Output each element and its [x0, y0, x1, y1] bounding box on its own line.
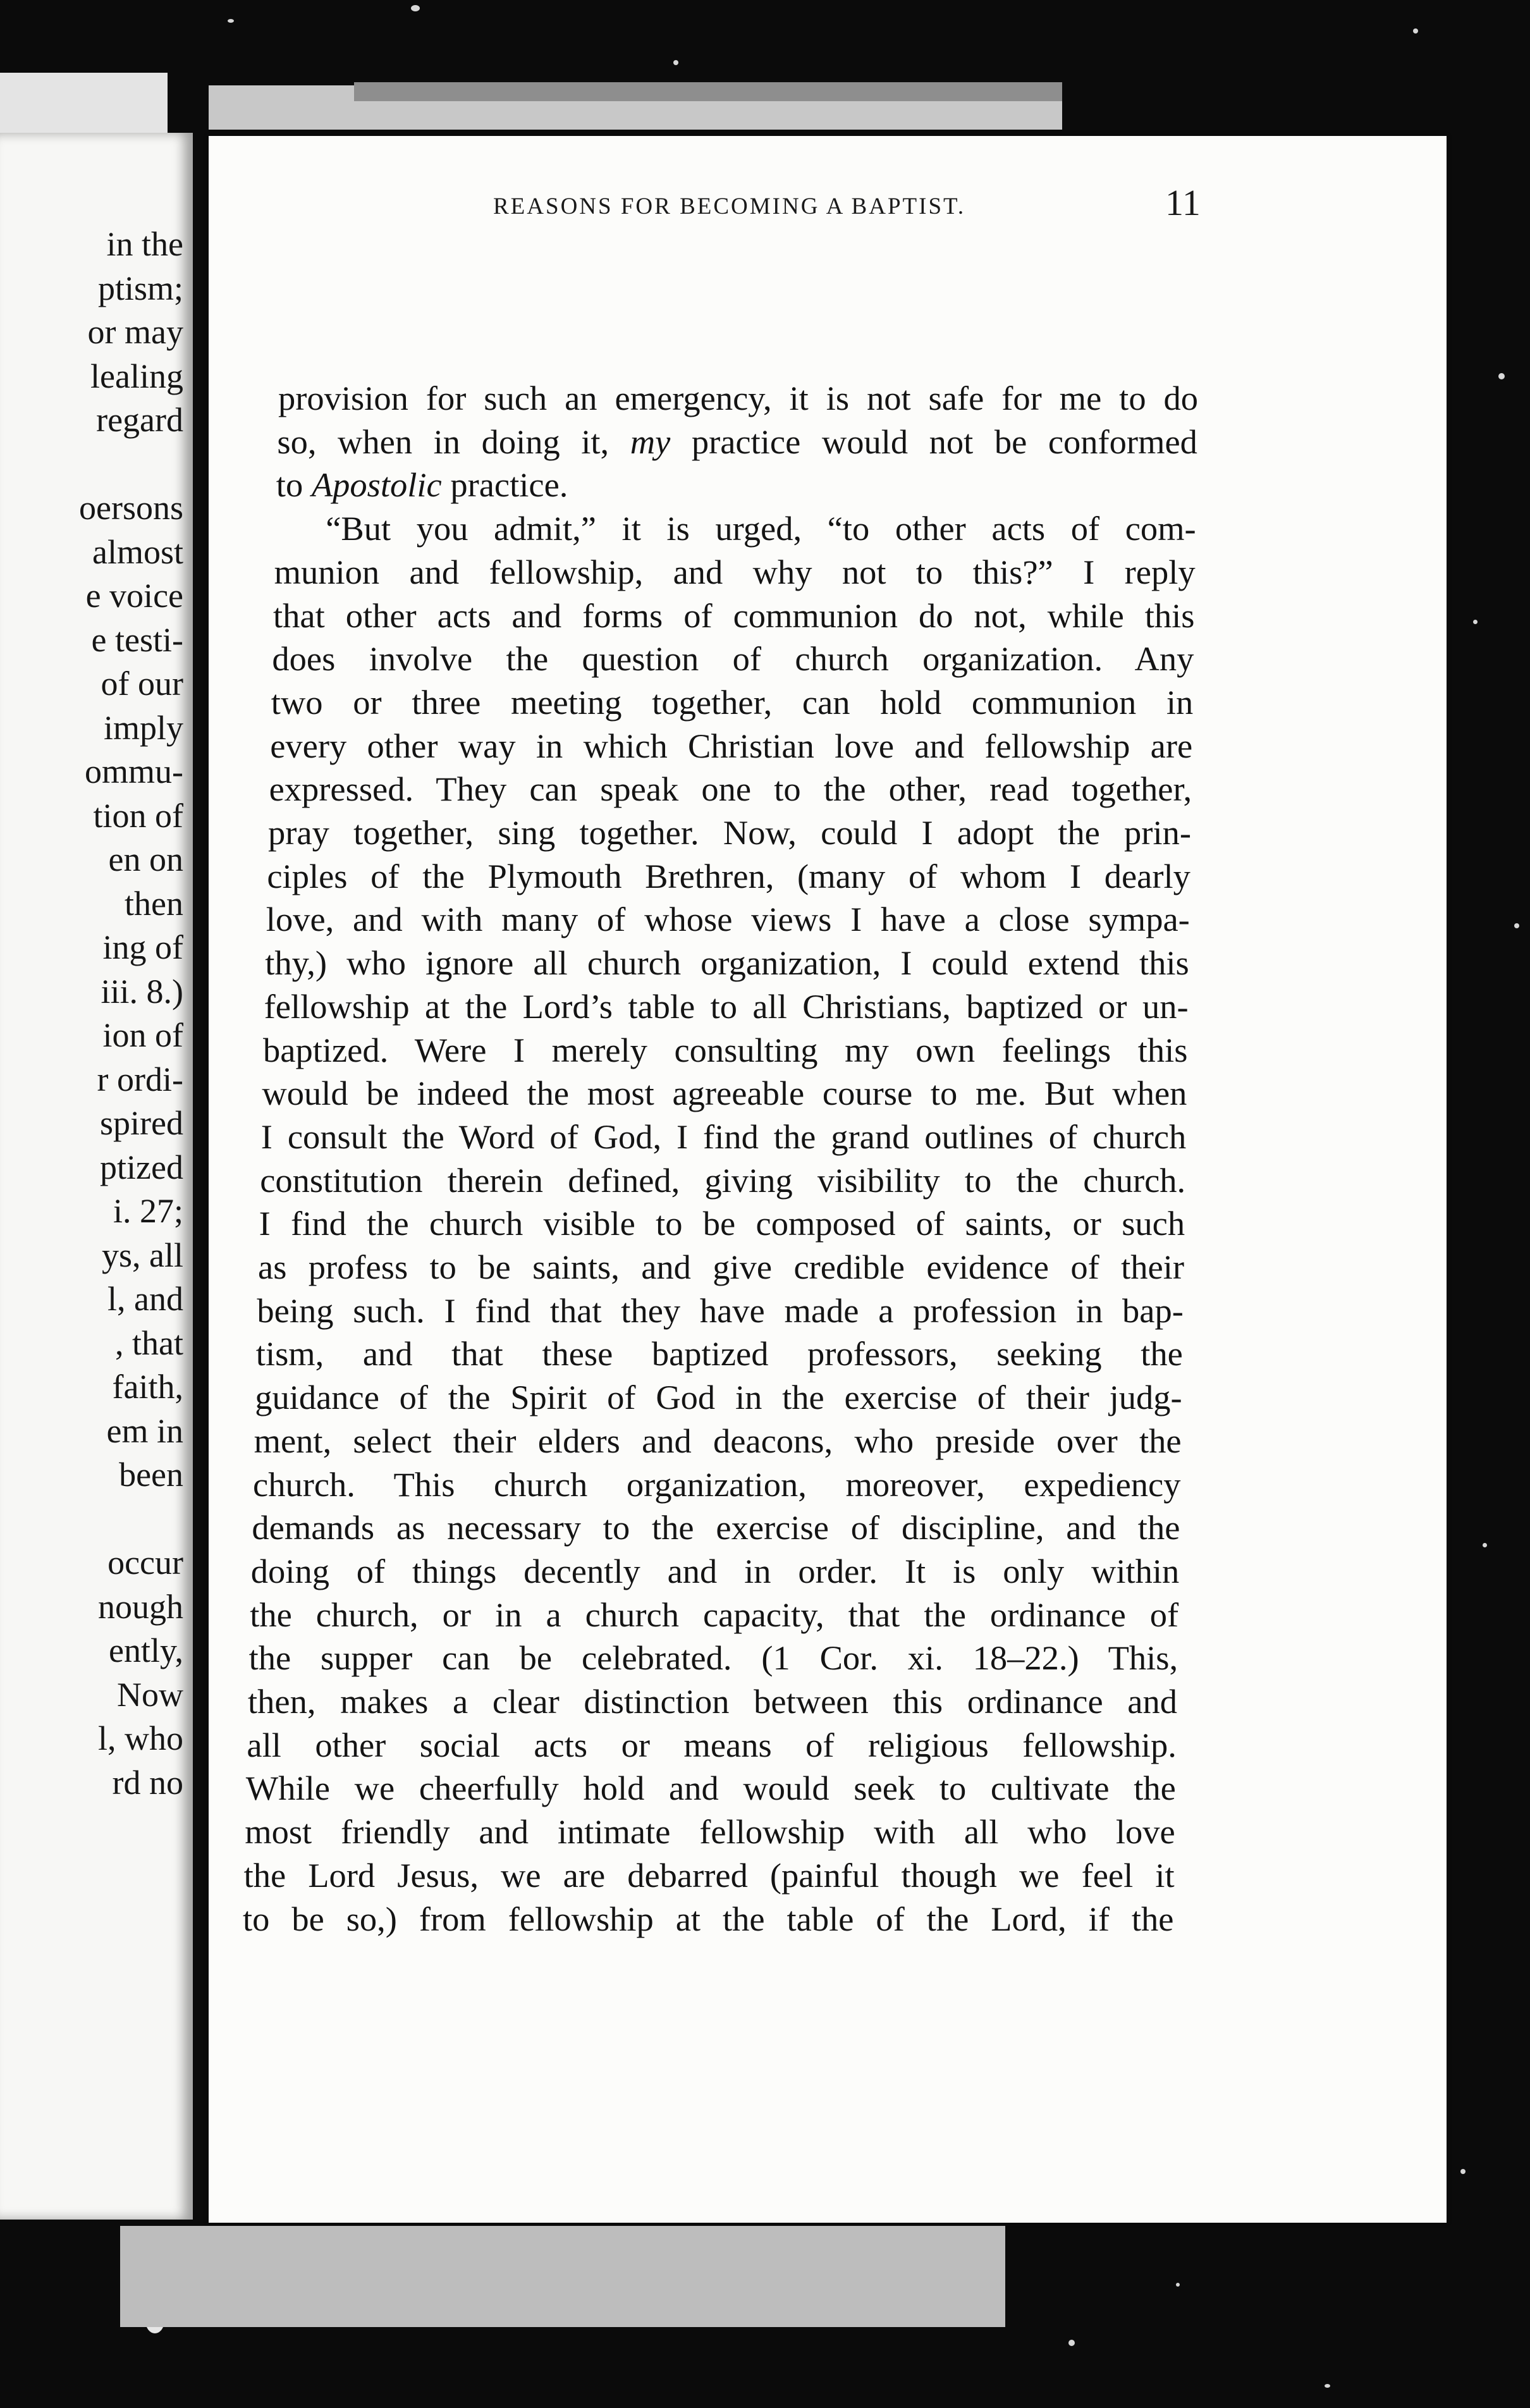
top-binding-strip: [354, 82, 1062, 101]
left-page-fragment: then: [125, 884, 183, 923]
text-line: [262, 1074, 1187, 1112]
left-page-fragment: occur: [107, 1544, 183, 1582]
text-line: [248, 1683, 1177, 1721]
text-line: [249, 1639, 1178, 1677]
text-run: pray together, sing together. Now, could I adopt the prin-: [268, 813, 1191, 852]
text-run: love, and with many of whose views I have a close sympa-: [266, 900, 1190, 939]
text-run: two or three meeting together, can hold communion in: [271, 682, 1194, 722]
left-page-fragment: iii. 8.): [101, 972, 183, 1010]
text-line: [253, 1466, 1181, 1504]
text-run: munion and fellowship, and why not to this?” I reply: [274, 552, 1196, 591]
left-page-fragment: , that: [115, 1324, 183, 1362]
left-page-fragment: ptism;: [97, 269, 183, 307]
text-run: ment, select their elders and deacons, who preside over the: [254, 1421, 1182, 1460]
left-page-fragment: e testi-: [91, 620, 183, 659]
left-page-fragment: oersons: [79, 489, 183, 527]
italic-word: my: [630, 422, 671, 461]
text-line: [243, 1900, 1174, 1938]
text-line: [252, 1509, 1180, 1547]
left-page-fragment: faith,: [112, 1368, 183, 1406]
text-line: [259, 1205, 1185, 1243]
text-run: While we cheerfully hold and would seek to cultivate the: [245, 1769, 1176, 1808]
text-line: [261, 1118, 1187, 1156]
text-line: [265, 944, 1189, 982]
top-binding-strip: [0, 73, 168, 136]
text-run: then, makes a clear distinction between this ordinance and: [248, 1682, 1177, 1721]
left-page-fragment: ommu-: [85, 752, 183, 790]
left-page-fragment: Now: [117, 1675, 183, 1714]
text-run: demands as necessary to the exercise of discipline, and the: [252, 1508, 1180, 1547]
text-line: [264, 988, 1189, 1026]
text-run: does involve the question of church organization. Any: [272, 639, 1194, 679]
left-page-fragment: imply: [103, 708, 183, 747]
text-run: the supper can be celebrated. (1 Cor. xi. 18–22.) This,: [248, 1638, 1178, 1678]
text-line: [256, 1335, 1183, 1373]
left-facing-page: [0, 133, 193, 2220]
left-page-fragment: of our: [101, 665, 183, 703]
text-line: [255, 1379, 1182, 1416]
text-line: [268, 814, 1191, 852]
text-line: [278, 379, 1198, 417]
left-page-fragment: lealing: [90, 357, 183, 395]
left-page-fragment: l, who: [98, 1719, 183, 1757]
left-page-fragment: tion of: [93, 796, 183, 835]
text-line: [274, 553, 1196, 591]
text-line: [245, 1813, 1175, 1851]
text-line: [270, 727, 1192, 765]
text-run: doing of things decently and in order. It is only within: [250, 1551, 1180, 1590]
text-run: baptized. Were I merely consulting my own feelings this: [263, 1030, 1188, 1069]
text-run: “But you admit,” it is urged, “to other acts of com-: [326, 509, 1196, 548]
text-line: [244, 1857, 1175, 1895]
text-line: [273, 597, 1195, 635]
text-line: [277, 423, 1197, 461]
text-line: [266, 900, 1190, 938]
text-line: [269, 770, 1192, 808]
left-page-fragment: regard: [96, 401, 183, 439]
text-run: would be indeed the most agreeable course to me. But when: [262, 1074, 1187, 1113]
text-run: so, when in doing it,: [277, 422, 630, 461]
text-run: as profess to be saints, and give credible evidence of their: [258, 1248, 1184, 1286]
left-page-fragment: em in: [106, 1411, 183, 1450]
left-page-fragment: ptized: [100, 1148, 183, 1186]
text-line: [272, 640, 1194, 678]
text-run: the Lord Jesus, we are debarred (painful though we feel it: [243, 1855, 1175, 1895]
left-page-fragment: spired: [100, 1104, 183, 1142]
text-run: expressed. They can speak one to the other, read together,: [269, 770, 1192, 809]
left-page-fragment: almost: [92, 532, 183, 571]
page-number: 11: [1165, 182, 1201, 223]
running-head: REASONS FOR BECOMING A BAPTIST.: [493, 194, 966, 219]
left-page-fragment: ently,: [109, 1631, 183, 1669]
text-run: to: [276, 465, 312, 505]
text-line: [276, 466, 568, 504]
text-line: [260, 1162, 1185, 1200]
text-run: that other acts and forms of communion do not, while this: [273, 596, 1195, 635]
bottom-binding-strip: [120, 2226, 1005, 2327]
text-run: practice would not be conformed: [670, 422, 1197, 461]
text-run: the church, or in a church capacity, that the ordinance of: [250, 1595, 1179, 1634]
left-page-fragment: ys, all: [102, 1236, 183, 1274]
left-page-fragment: r ordi-: [97, 1060, 183, 1098]
text-run: thy,) who ignore all church organization, I could extend this: [265, 943, 1189, 983]
text-run: to be so,) from fellowship at the table of the Lord, if the: [243, 1899, 1174, 1938]
left-page-fragment: i. 27;: [113, 1192, 183, 1230]
text-run: all other social acts or means of religious fellowship.: [247, 1725, 1177, 1764]
text-run: tism, and that these baptized professors, seeking the: [255, 1334, 1183, 1373]
text-line: [254, 1422, 1182, 1460]
text-run: every other way in which Christian love and fellowship are: [270, 726, 1193, 765]
text-run: church. This church organization, moreover, expediency: [253, 1465, 1181, 1504]
text-run: I consult the Word of God, I find the grand outlines of church: [260, 1117, 1187, 1156]
text-line: [326, 510, 1196, 548]
text-line: [246, 1769, 1176, 1807]
text-line: [247, 1726, 1177, 1764]
left-page-fragment: l, and: [107, 1280, 183, 1318]
text-run: I find the church visible to be composed of saints, or such: [259, 1204, 1185, 1243]
text-run: ciples of the Plymouth Brethren, (many of whom I dearly: [267, 856, 1190, 895]
left-page-fragment: ing of: [102, 928, 183, 966]
text-line: [250, 1596, 1178, 1634]
text-run: provision for such an emergency, it is not safe for me to do: [278, 379, 1198, 417]
left-page-fragment: e voice: [85, 577, 183, 615]
text-line: [263, 1031, 1188, 1069]
text-run: being such. I find that they have made a profession in bap-: [257, 1291, 1184, 1330]
left-page-fragment: nough: [98, 1587, 183, 1626]
left-page-fragment: in the: [106, 225, 183, 263]
left-page-fragment: been: [119, 1456, 183, 1494]
left-page-fragment: or may: [87, 313, 183, 351]
left-page-fragment: ion of: [102, 1016, 183, 1054]
text-run: guidance of the Spirit of God in the exercise of their judg-: [255, 1378, 1182, 1417]
text-line: [257, 1292, 1184, 1330]
text-line: [271, 684, 1194, 722]
text-run: practice.: [441, 465, 568, 505]
text-run: most friendly and intimate fellowship with all who love: [245, 1812, 1175, 1852]
italic-word: Apostolic: [311, 465, 442, 505]
text-run: fellowship at the Lord’s table to all Christians, baptized or un-: [264, 986, 1189, 1026]
left-page-fragment: en on: [108, 840, 183, 878]
text-line: [267, 857, 1190, 895]
text-run: constitution therein defined, giving visibility to the church.: [260, 1160, 1186, 1200]
left-page-fragment: rd no: [112, 1763, 183, 1802]
text-line: [251, 1552, 1180, 1590]
text-line: [258, 1248, 1184, 1286]
